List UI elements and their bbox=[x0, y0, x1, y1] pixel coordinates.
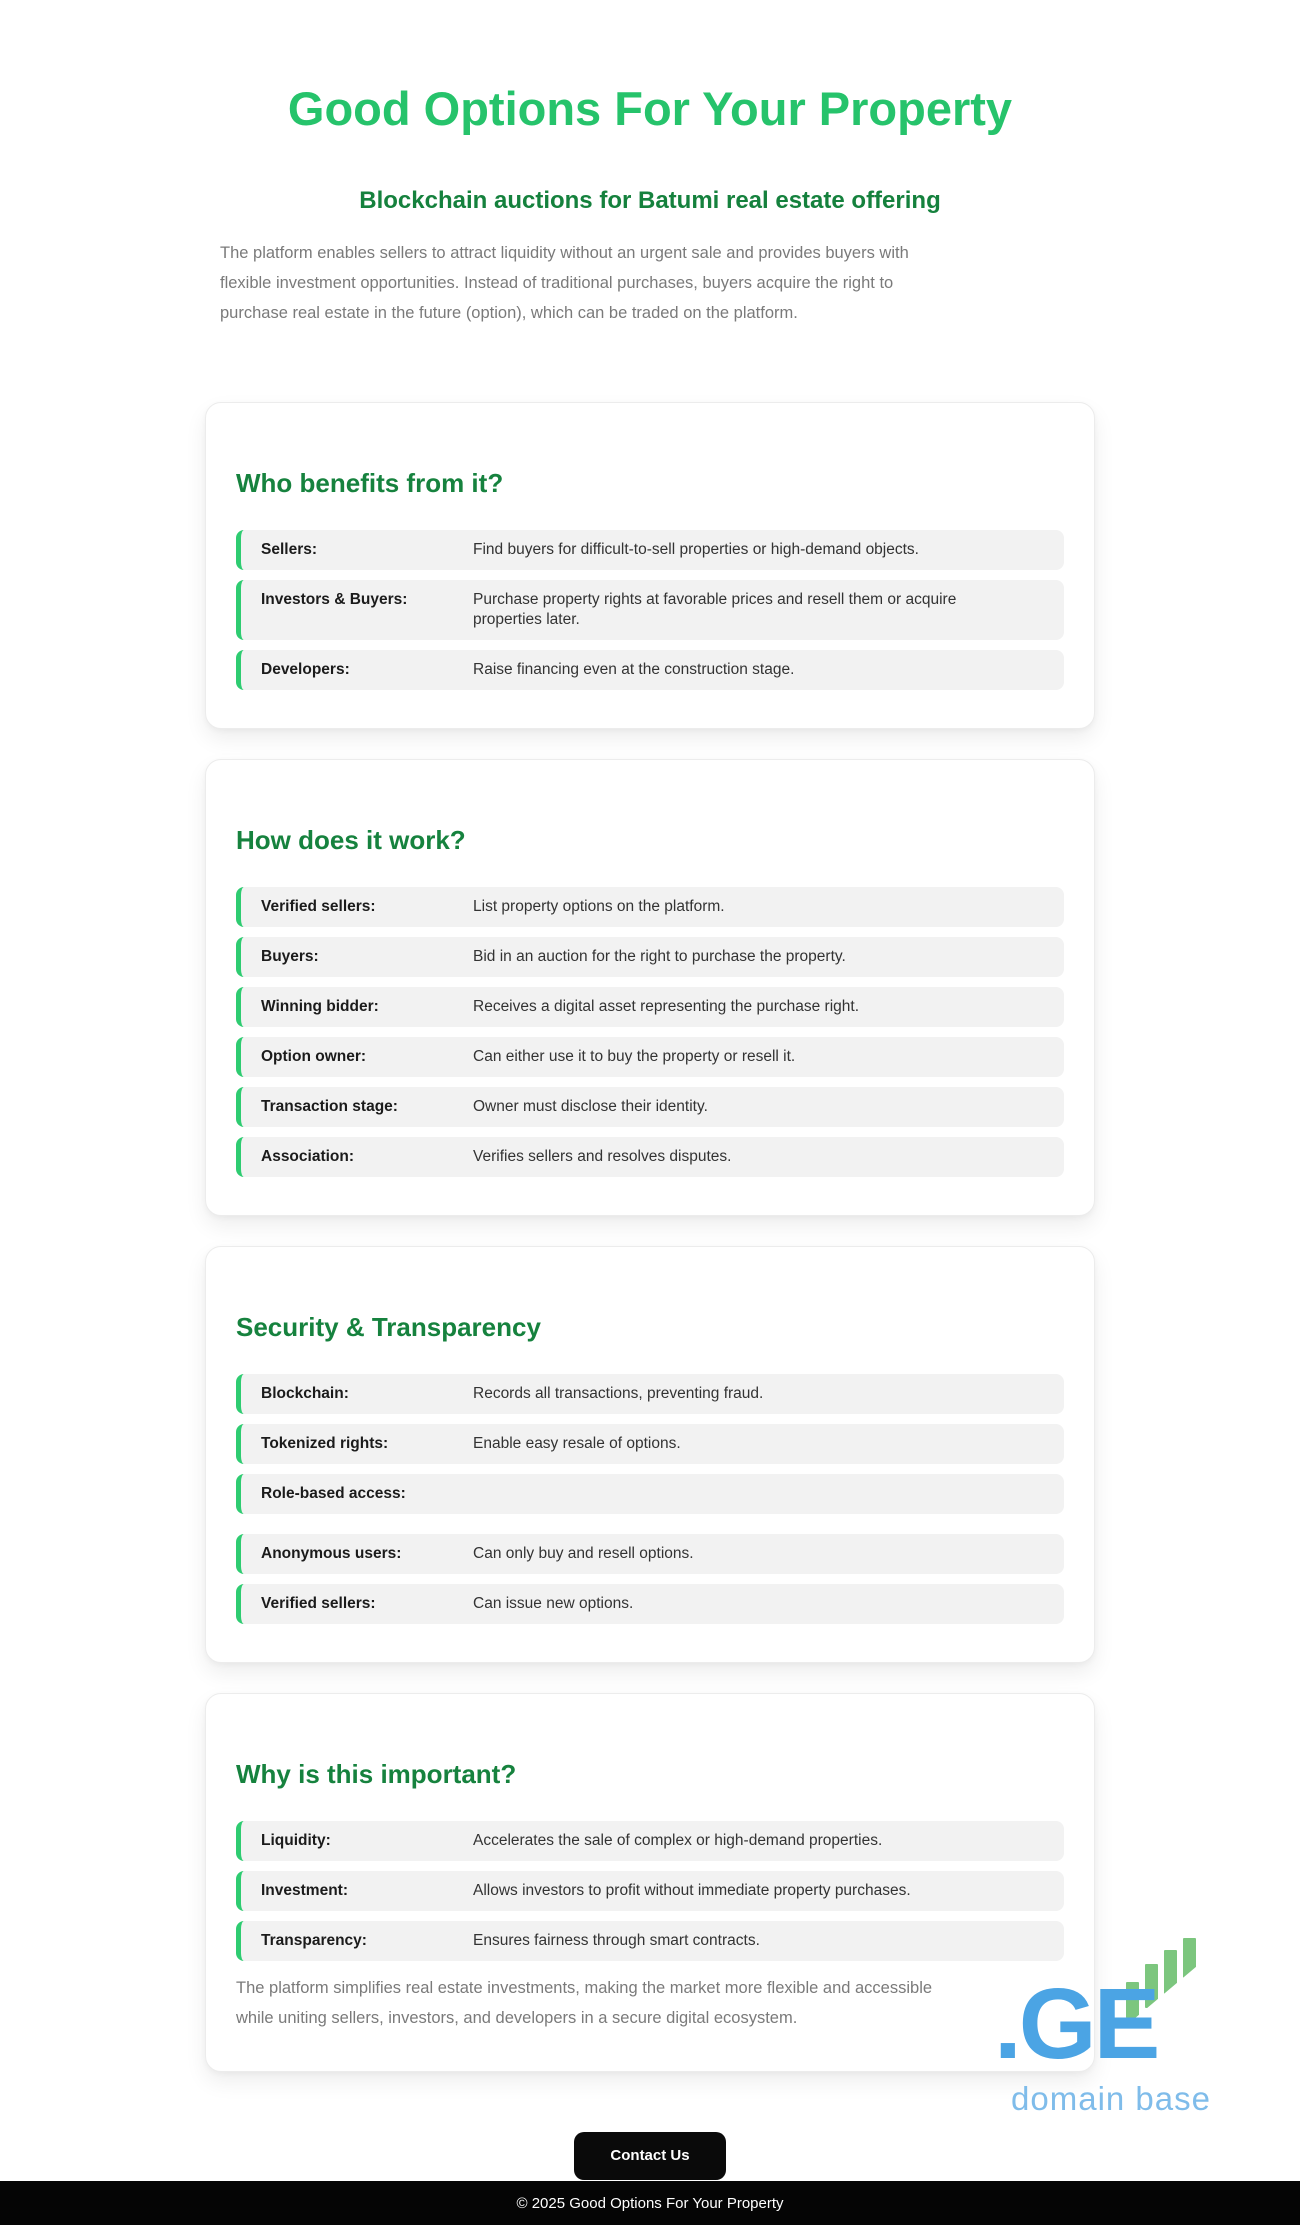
definition-text: Can only buy and resell options. bbox=[473, 1545, 694, 1562]
copyright-text: © 2025 Good Options For Your Property bbox=[516, 2194, 784, 2212]
definition-row bbox=[236, 1584, 1064, 1624]
term-label: Transparency: bbox=[261, 1932, 367, 1949]
card-how-it-works bbox=[205, 759, 1095, 1216]
definition-row bbox=[236, 937, 1064, 977]
ge-logo-graphic bbox=[998, 1938, 1233, 2133]
definition-text: Verifies sellers and resolves disputes. bbox=[473, 1148, 732, 1165]
outro-line: The platform simplifies real estate investments, making the market more flexible and accessible bbox=[236, 1979, 933, 1997]
term-label: Blockchain: bbox=[261, 1385, 349, 1402]
term-label: Buyers: bbox=[261, 948, 319, 965]
card-heading: Who benefits from it? bbox=[236, 468, 504, 498]
term-label: Anonymous users: bbox=[261, 1545, 402, 1562]
definition-row bbox=[236, 530, 1064, 570]
definition-row bbox=[236, 580, 1064, 640]
definition-row bbox=[236, 1137, 1064, 1177]
logo-tagline: domain base bbox=[1011, 2080, 1211, 2117]
definition-text: Purchase property rights at favorable prices and resell them or acquire properties later. bbox=[473, 591, 957, 628]
card-outro-paragraph bbox=[236, 1973, 1064, 2033]
definition-text: List property options on the platform. bbox=[473, 898, 725, 915]
logo-wordmark: .GE bbox=[998, 1968, 1158, 2080]
definition-text: Owner must disclose their identity. bbox=[473, 1098, 708, 1115]
intro-line: The platform enables sellers to attract liquidity without an urgent sale and provides buyers with bbox=[220, 244, 909, 262]
definition-text: Allows investors to profit without immediate property purchases. bbox=[473, 1882, 911, 1899]
term-label: Investors & Buyers: bbox=[261, 591, 408, 608]
definition-text: Ensures fairness through smart contracts. bbox=[473, 1932, 760, 1949]
definition-row bbox=[236, 1087, 1064, 1127]
term-label: Association: bbox=[261, 1148, 355, 1165]
definition-text: Records all transactions, preventing fraud. bbox=[473, 1385, 764, 1402]
outro-line: while uniting sellers, investors, and developers in a secure digital ecosystem. bbox=[236, 2009, 798, 2027]
card-who-benefits bbox=[205, 402, 1095, 729]
term-label: Verified sellers: bbox=[261, 898, 376, 915]
page-subtitle: Blockchain auctions for Batumi real estate offering bbox=[359, 187, 941, 214]
card-why-important bbox=[205, 1693, 1095, 2072]
definition-row bbox=[236, 1534, 1064, 1574]
ge-domain-logo[interactable] bbox=[998, 1938, 1233, 2133]
definition-row bbox=[236, 987, 1064, 1027]
definition-text: Receives a digital asset representing the purchase right. bbox=[473, 998, 859, 1015]
definition-text: Enable easy resale of options. bbox=[473, 1435, 681, 1452]
definition-text: Bid in an auction for the right to purchase the property. bbox=[473, 948, 846, 965]
intro-line: flexible investment opportunities. Instead of traditional purchases, buyers acquire the right to bbox=[220, 274, 894, 292]
term-label: Winning bidder: bbox=[261, 998, 379, 1015]
definition-row bbox=[236, 1821, 1064, 1861]
definition-text: Can issue new options. bbox=[473, 1595, 634, 1612]
card-heading: Why is this important? bbox=[236, 1759, 517, 1789]
term-label: Sellers: bbox=[261, 541, 318, 558]
card-heading: Security & Transparency bbox=[236, 1312, 541, 1342]
term-label: Verified sellers: bbox=[261, 1595, 376, 1612]
definition-row bbox=[236, 887, 1064, 927]
definition-row bbox=[236, 1871, 1064, 1911]
definition-row bbox=[236, 1921, 1064, 1961]
definition-text: Can either use it to buy the property or resell it. bbox=[473, 1048, 796, 1065]
term-label: Investment: bbox=[261, 1882, 348, 1899]
term-label: Tokenized rights: bbox=[261, 1435, 389, 1452]
term-label: Option owner: bbox=[261, 1048, 367, 1065]
term-label: Liquidity: bbox=[261, 1832, 331, 1849]
definition-row bbox=[236, 650, 1064, 690]
page-title: Good Options For Your Property bbox=[287, 82, 1013, 135]
footer bbox=[0, 2181, 1300, 2225]
definition-row bbox=[236, 1374, 1064, 1414]
term-label: Role-based access: bbox=[261, 1485, 406, 1502]
definition-text: Raise financing even at the construction stage. bbox=[473, 661, 795, 678]
intro-paragraph bbox=[220, 238, 1300, 328]
card-heading: How does it work? bbox=[236, 825, 466, 855]
definition-row bbox=[236, 1037, 1064, 1077]
card-security-transparency bbox=[205, 1246, 1095, 1663]
definition-text: Find buyers for difficult-to-sell properties or high-demand objects. bbox=[473, 541, 919, 558]
term-label: Developers: bbox=[261, 661, 350, 678]
intro-line: purchase real estate in the future (option), which can be traded on the platform. bbox=[220, 304, 798, 322]
term-label: Transaction stage: bbox=[261, 1098, 398, 1115]
definition-text: Accelerates the sale of complex or high-demand properties. bbox=[473, 1832, 883, 1849]
definition-row bbox=[236, 1424, 1064, 1464]
contact-us-button[interactable]: Contact Us bbox=[574, 2132, 725, 2180]
definition-row bbox=[236, 1474, 1064, 1514]
